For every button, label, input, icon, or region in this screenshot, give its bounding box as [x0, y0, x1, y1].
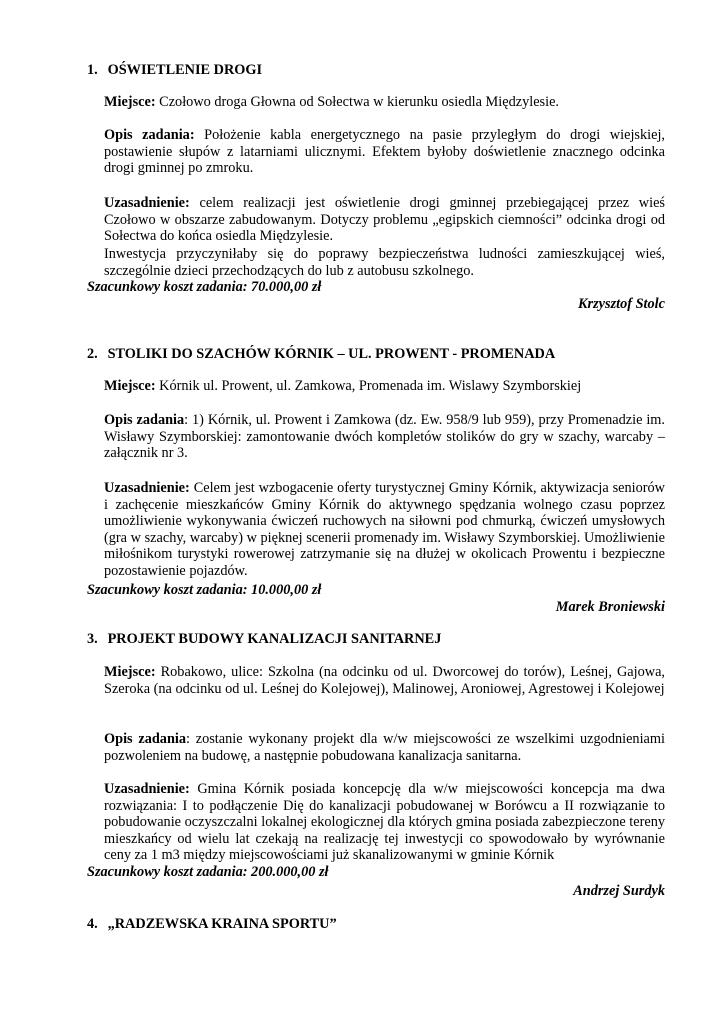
cost-estimate: Szacunkowy koszt zadania: 200.000,00 zł	[87, 864, 329, 880]
miejsce-label: Miejsce:	[104, 378, 156, 394]
opis-text: : 1) Kórnik, ul. Prowent i Zamkowa (dz. Ew. 958/9 lub 959), przy Promenadzie im. Wisławy Szymborskiej: zamontowanie dwóch kompletów stolików do gry w szachy, warcaby – załącznik nr 3.	[104, 412, 665, 462]
miejsce-paragraph	[104, 94, 665, 111]
task-title: PROJEKT BUDOWY KANALIZACJI SANITARNEJ	[107, 631, 442, 647]
cost-estimate: Szacunkowy koszt zadania: 70.000,00 zł	[87, 279, 322, 295]
opis-label: Opis zadania:	[104, 127, 195, 143]
opis-label: Opis zadania	[104, 731, 187, 747]
opis-text: Położenie kabla energetycznego na pasie przyległym do drogi wiejskiej, postawienie słupów z latarniami ulicznymi. Efektem byłoby doświetlenie znacznego odcinka drogi gminnej po zmroku.	[104, 127, 665, 177]
uzasadnienie-label: Uzasadnienie:	[104, 480, 190, 496]
cost-estimate: Szacunkowy koszt zadania: 10.000,00 zł	[87, 582, 322, 598]
opis-paragraph	[104, 127, 665, 177]
uzasadnienie-paragraph	[104, 195, 665, 245]
author-name: Krzysztof Stolc	[578, 296, 665, 312]
miejsce-label: Miejsce:	[104, 664, 156, 680]
task-title: STOLIKI DO SZACHÓW KÓRNIK – UL. PROWENT - PROMENADA	[107, 346, 556, 362]
opis-label: Opis zadania	[104, 412, 185, 428]
opis-paragraph	[104, 412, 665, 462]
task-number: 4.	[87, 916, 98, 932]
task-number: 3.	[87, 631, 98, 647]
task-heading	[87, 62, 262, 79]
miejsce-paragraph	[104, 664, 665, 697]
task-number: 2.	[87, 346, 98, 362]
author-name: Andrzej Surdyk	[573, 883, 665, 899]
uzasadnienie-text: celem realizacji jest oświetlenie drogi gminnej przebiegającej przez wieś Czołowo w obszarze zabudowanym. Dotyczy problemu „egipskich ciemności” odcinka drogi od Sołectwa do końca osiedla Międzylesie.	[104, 195, 665, 245]
task-heading	[87, 631, 441, 648]
uzasadnienie-label: Uzasadnienie:	[104, 781, 190, 797]
task-title: „RADZEWSKA KRAINA SPORTU”	[107, 916, 337, 932]
author-name: Marek Broniewski	[555, 599, 665, 615]
task-heading	[87, 916, 337, 933]
miejsce-text: Czołowo droga Głowna od Sołectwa w kierunku osiedla Międzylesie.	[159, 94, 559, 110]
uzasadnienie-paragraph	[104, 781, 665, 864]
miejsce-text: Robakowo, ulice: Szkolna (na odcinku od ul. Dworcowej do torów), Leśnej, Gajowa, Szeroka (na odcinku od ul. Leśnej do Kolejowej), Malinowej, Aroniowej, Agrestowej i Kolejowej	[104, 664, 665, 697]
opis-text: : zostanie wykonany projekt dla w/w miejscowości ze wszelkimi uzgodnieniami pozwoleniem na budowę, a następnie pobudowana kanalizacja sanitarna.	[104, 731, 665, 764]
opis-paragraph	[104, 731, 665, 764]
uzasadnienie-label: Uzasadnienie:	[104, 195, 190, 211]
task-heading	[87, 346, 555, 363]
miejsce-text: Kórnik ul. Prowent, ul. Zamkowa, Promenada im. Wislawy Szymborskiej	[159, 378, 582, 394]
task-number: 1.	[87, 62, 98, 78]
uzasadnienie-text: Gmina Kórnik posiada koncepcję dla w/w miejscowości koncepcja ma dwa rozwiązania: I to podłączenie Dię do kanalizacji pobudowanej w Borówcu a II rozwiązanie to pobudowanie oczyszczalni lokalnej ekologicznej dla których gmina posiada zabezpieczone tereny mieszkańcy od wielu lat czekają na realizację tej inwestycji co spowodowało by wyrównanie ceny za 1 m3 między miejscowościami już skanalizowanymi w gminie Kórnik	[104, 781, 665, 864]
uzasadnienie-paragraph	[104, 480, 665, 580]
miejsce-label: Miejsce:	[104, 94, 156, 110]
task-title: OŚWIETLENIE DROGI	[107, 62, 263, 78]
miejsce-paragraph	[104, 378, 665, 395]
uzasadnienie-text: Celem jest wzbogacenie oferty turystycznej Gminy Kórnik, aktywizacja seniorów i zachęcenie mieszkańców Gminy Kórnik do aktywnego spędzania wolnego czasu poprzez umożliwienie wykonywania ćwiczeń ruchowych na siłowni pod chmurką, ćwiczeń umysłowych (gra w szachy, warcaby) w pięknej scenerii promenady im. Wisławy Szymborskiej. Umożliwienie miłośnikom turystyki rowerowej zatrzymanie się na dłużej w okolicach Prowentu i bezpieczne pozostawienie pojazdów.	[104, 480, 665, 579]
uzasadnienie-extra-text: Inwestycja przyczyniłaby się do poprawy bezpieczeństwa ludności zamieszkującej wieś, szczególnie dzieci przechodzących do lub z autobusu szkolnego.	[104, 246, 665, 279]
